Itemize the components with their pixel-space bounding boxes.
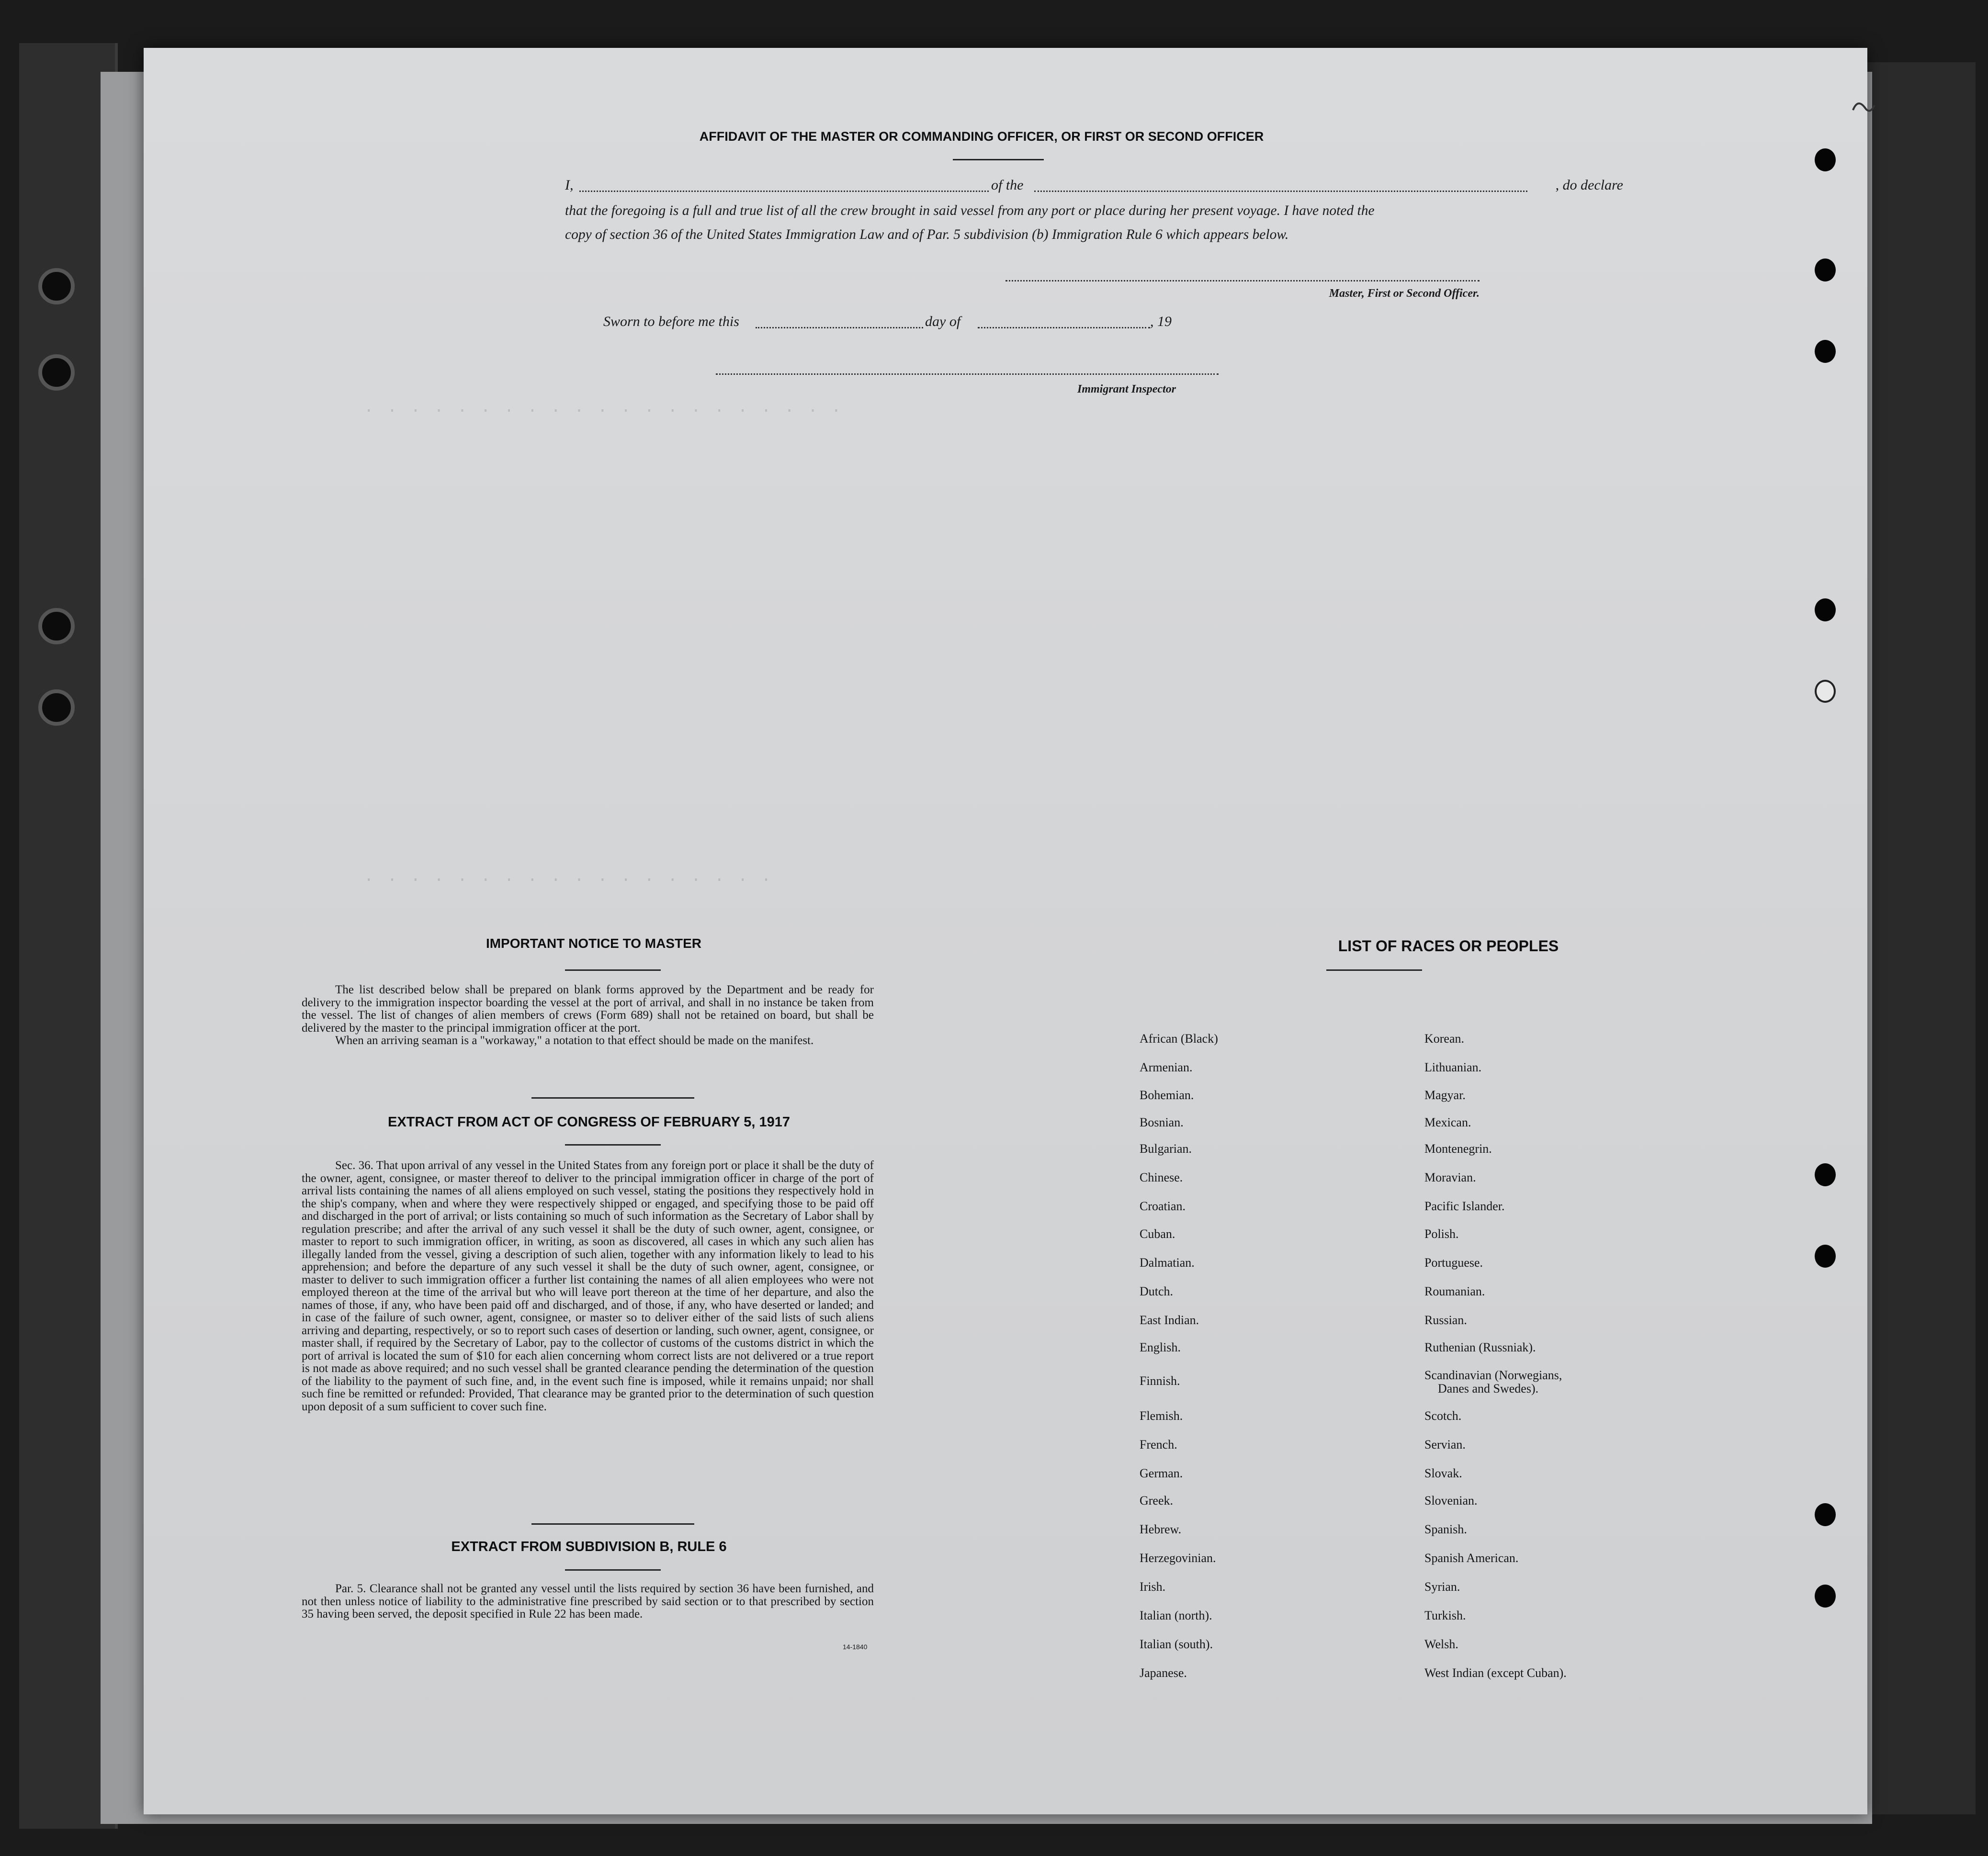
bleed-through-text: · · · · · · · · · · · · · · · · · · — [364, 871, 773, 889]
inspector-signature-field[interactable] — [716, 373, 1219, 375]
race-item: Russian. — [1424, 1313, 1467, 1327]
race-item: Turkish. — [1424, 1609, 1466, 1622]
rule-extract-body — [302, 1583, 874, 1621]
act-extract-body — [302, 1159, 874, 1413]
race-item: Chinese. — [1140, 1170, 1183, 1184]
race-item: French. — [1140, 1438, 1177, 1451]
binder-ring — [38, 608, 75, 644]
sworn-line — [603, 314, 1226, 333]
sworn-day-label: day of — [925, 314, 961, 329]
affidavit-line-2: that the foregoing is a full and true list of all the crew brought in said vessel from any port or place during her present voyage. I have noted the — [565, 203, 1375, 218]
punch-hole — [1815, 259, 1836, 281]
punch-hole — [1815, 148, 1836, 171]
notice-title: IMPORTANT NOTICE TO MASTER — [486, 936, 702, 951]
punch-hole — [1815, 1163, 1836, 1186]
race-item: Scandinavian (Norwegians, — [1424, 1368, 1562, 1382]
act-extract-title: EXTRACT FROM ACT OF CONGRESS OF FEBRUARY 5, 1917 — [387, 1114, 791, 1130]
race-item: Servian. — [1424, 1438, 1466, 1451]
binder-right-edge — [1858, 62, 1976, 1814]
race-item: Syrian. — [1424, 1580, 1460, 1594]
race-item: Welsh. — [1424, 1637, 1458, 1651]
document-page — [144, 48, 1867, 1814]
race-item: Spanish. — [1424, 1522, 1467, 1536]
master-signature-caption: Master, First or Second Officer. — [1329, 287, 1480, 300]
race-item: Herzegovinian. — [1140, 1551, 1216, 1565]
race-item: Finnish. — [1140, 1374, 1180, 1388]
sworn-year-label: , 19 — [1150, 314, 1172, 329]
sworn-prefix: Sworn to before me this — [603, 314, 739, 329]
punch-hole — [1815, 680, 1836, 703]
race-item: Montenegrin. — [1424, 1142, 1492, 1156]
race-item: Japanese. — [1140, 1666, 1187, 1680]
act-extract-underline — [565, 1144, 661, 1146]
rule-extract-underline — [565, 1569, 661, 1571]
race-item: Moravian. — [1424, 1170, 1476, 1184]
race-item: Lithuanian. — [1424, 1060, 1482, 1074]
sworn-month-field[interactable] — [978, 327, 1150, 328]
vessel-name-field[interactable] — [1034, 191, 1527, 192]
race-item: East Indian. — [1140, 1313, 1199, 1327]
race-item: Dutch. — [1140, 1284, 1174, 1298]
race-item: Pacific Islander. — [1424, 1199, 1505, 1213]
binder-ring — [38, 354, 75, 391]
race-item: Flemish. — [1140, 1409, 1183, 1423]
race-item: Polish. — [1424, 1227, 1459, 1241]
section-36-text: Sec. 36. That upon arrival of any vessel in the United States from any foreign port or place it shall be the duty of the owner, agent, consignee, or master thereof to deliver to the principal immigration officer in charge of the port of arrival lists containing the names of all aliens employed on such vessel, stating the positions they respectively hold in the ship's company, when and where they were respectively shipped or engaged, and specifying those to be paid off and discharged in the port of arrival; or lists containing so much of such information as the Secretary of Labor shall by regulation prescribe; and after the arrival of any such vessel it shall be the duty of such owner, agent, consignee, or master to report to such immigration officer, in writing, as soon as discovered, all cases in which any such alien has illegally landed from the vessel, giving a description of such alien, together with any information likely to lead to his apprehension; and before the departure of any such vessel it shall be the duty of such owner, agent, consignee, or master to deliver to such immigration officer a further list containing the names of all alien employees who were not employed thereon at the time of the arrival but who will leave port thereon at the time of her departure, and also the names of those, if any, who have been paid off and discharged, and of those, if any, who have deserted or landed; and in case of the failure of such owner, agent, consignee, or master so to deliver either of the said lists of such aliens arriving and departing, respectively, or so to report such cases of desertion or landing, such owner, agent, consignee, or master shall, if required by the Secretary of Labor, pay to the collector of customs of the customs district in which the port of arrival is located the sum of $10 for each alien concerning whom correct lists are not delivered or a true report is not made as above required; and no such vessel shall be granted clearance pending the determination of the question of the liability to the payment of such fine, and, in the event such fine is imposed, while it remains unpaid; nor shall such fine be remitted or refunded: Provided, That clearance may be granted prior to the determination of such question upon deposit of a sum sufficient to cover such fine. — [302, 1159, 874, 1413]
race-item: Korean. — [1424, 1032, 1465, 1046]
race-item: Roumanian. — [1424, 1284, 1485, 1298]
race-item: Scotch. — [1424, 1409, 1462, 1423]
sworn-day-field[interactable] — [756, 327, 923, 328]
notice-underline — [565, 969, 661, 971]
race-item: Greek. — [1140, 1494, 1174, 1507]
notice-paragraph-1: The list described below shall be prepared on blank forms approved by the Department and be ready for delivery to the immigration inspector boarding the vessel at the port of arrival, and shall in no instance be taken from the vessel. The list of changes of alien members of crews (Form 689) shall not be retained on board, but shall be delivered by the master to the principal immigration officer at the port. — [302, 983, 874, 1035]
par-5-text: Par. 5. Clearance shall not be granted any vessel until the lists required by section 36 have been furnished, and not then unless notice of liability to the administrative fine prescribed by said section or to that prescribed by section 35 having been served, the deposit specified in Rule 22 has been made. — [302, 1582, 874, 1620]
race-item: Irish. — [1140, 1580, 1166, 1594]
punch-hole — [1815, 1245, 1836, 1268]
rule-extract-title: EXTRACT FROM SUBDIVISION B, RULE 6 — [451, 1539, 727, 1554]
inspector-caption: Immigrant Inspector — [1077, 383, 1176, 395]
binder-ring — [38, 268, 75, 304]
vessel-of-label: of the — [991, 177, 1024, 193]
punch-hole — [1815, 340, 1836, 363]
race-item: Bulgarian. — [1140, 1142, 1192, 1156]
race-item: Italian (south). — [1140, 1637, 1213, 1651]
master-signature-field[interactable] — [1005, 280, 1480, 281]
declarant-prefix: I, — [565, 177, 574, 193]
races-underline — [1326, 969, 1422, 971]
section-divider — [531, 1097, 694, 1099]
affidavit-line-3: copy of section 36 of the United States Immigration Law and of Par. 5 subdivision (b) Immigration Rule 6 which appears below. — [565, 227, 1289, 242]
races-title: LIST OF RACES OR PEOPLES — [1338, 937, 1559, 955]
affidavit-line-1 — [565, 177, 1623, 196]
section-divider — [531, 1523, 694, 1525]
bleed-through-text: · · · · · · · · · · · · · · · · · · · · · — [364, 402, 843, 420]
race-item: Slovenian. — [1424, 1494, 1478, 1507]
race-item: English. — [1140, 1340, 1181, 1354]
affidavit-title: AFFIDAVIT OF THE MASTER OR COMMANDING OFFICER, OR FIRST OR SECOND OFFICER — [699, 129, 1264, 144]
race-item: Armenian. — [1140, 1060, 1193, 1074]
paperclip-mark — [1848, 96, 1877, 124]
race-item: Magyar. — [1424, 1088, 1466, 1102]
notice-body — [302, 984, 874, 1047]
race-item: Mexican. — [1424, 1115, 1471, 1129]
race-item: Hebrew. — [1140, 1522, 1182, 1536]
notice-paragraph-2: When an arriving seaman is a "workaway," a notation to that effect should be made on the manifest. — [335, 1034, 814, 1047]
race-item: Italian (north). — [1140, 1609, 1212, 1622]
form-number: 14-1840 — [843, 1643, 868, 1651]
race-item: West Indian (except Cuban). — [1424, 1666, 1567, 1680]
race-item: African (Black) — [1140, 1032, 1218, 1046]
race-item: Spanish American. — [1424, 1551, 1519, 1565]
title-underline — [953, 159, 1044, 160]
punch-hole — [1815, 598, 1836, 621]
punch-hole — [1815, 1503, 1836, 1526]
binder-ring — [38, 689, 75, 726]
punch-hole — [1815, 1585, 1836, 1608]
race-item: Croatian. — [1140, 1199, 1186, 1213]
race-item: Ruthenian (Russniak). — [1424, 1340, 1536, 1354]
race-item: Bohemian. — [1140, 1088, 1194, 1102]
race-item: Slovak. — [1424, 1466, 1462, 1480]
declarant-name-field[interactable] — [579, 191, 989, 192]
race-item: Portuguese. — [1424, 1256, 1483, 1270]
race-item: Danes and Swedes). — [1438, 1382, 1539, 1395]
race-item: German. — [1140, 1466, 1183, 1480]
race-item: Cuban. — [1140, 1227, 1175, 1241]
declare-label: , do declare — [1555, 177, 1623, 193]
race-item: Bosnian. — [1140, 1115, 1184, 1129]
race-item: Dalmatian. — [1140, 1256, 1195, 1270]
